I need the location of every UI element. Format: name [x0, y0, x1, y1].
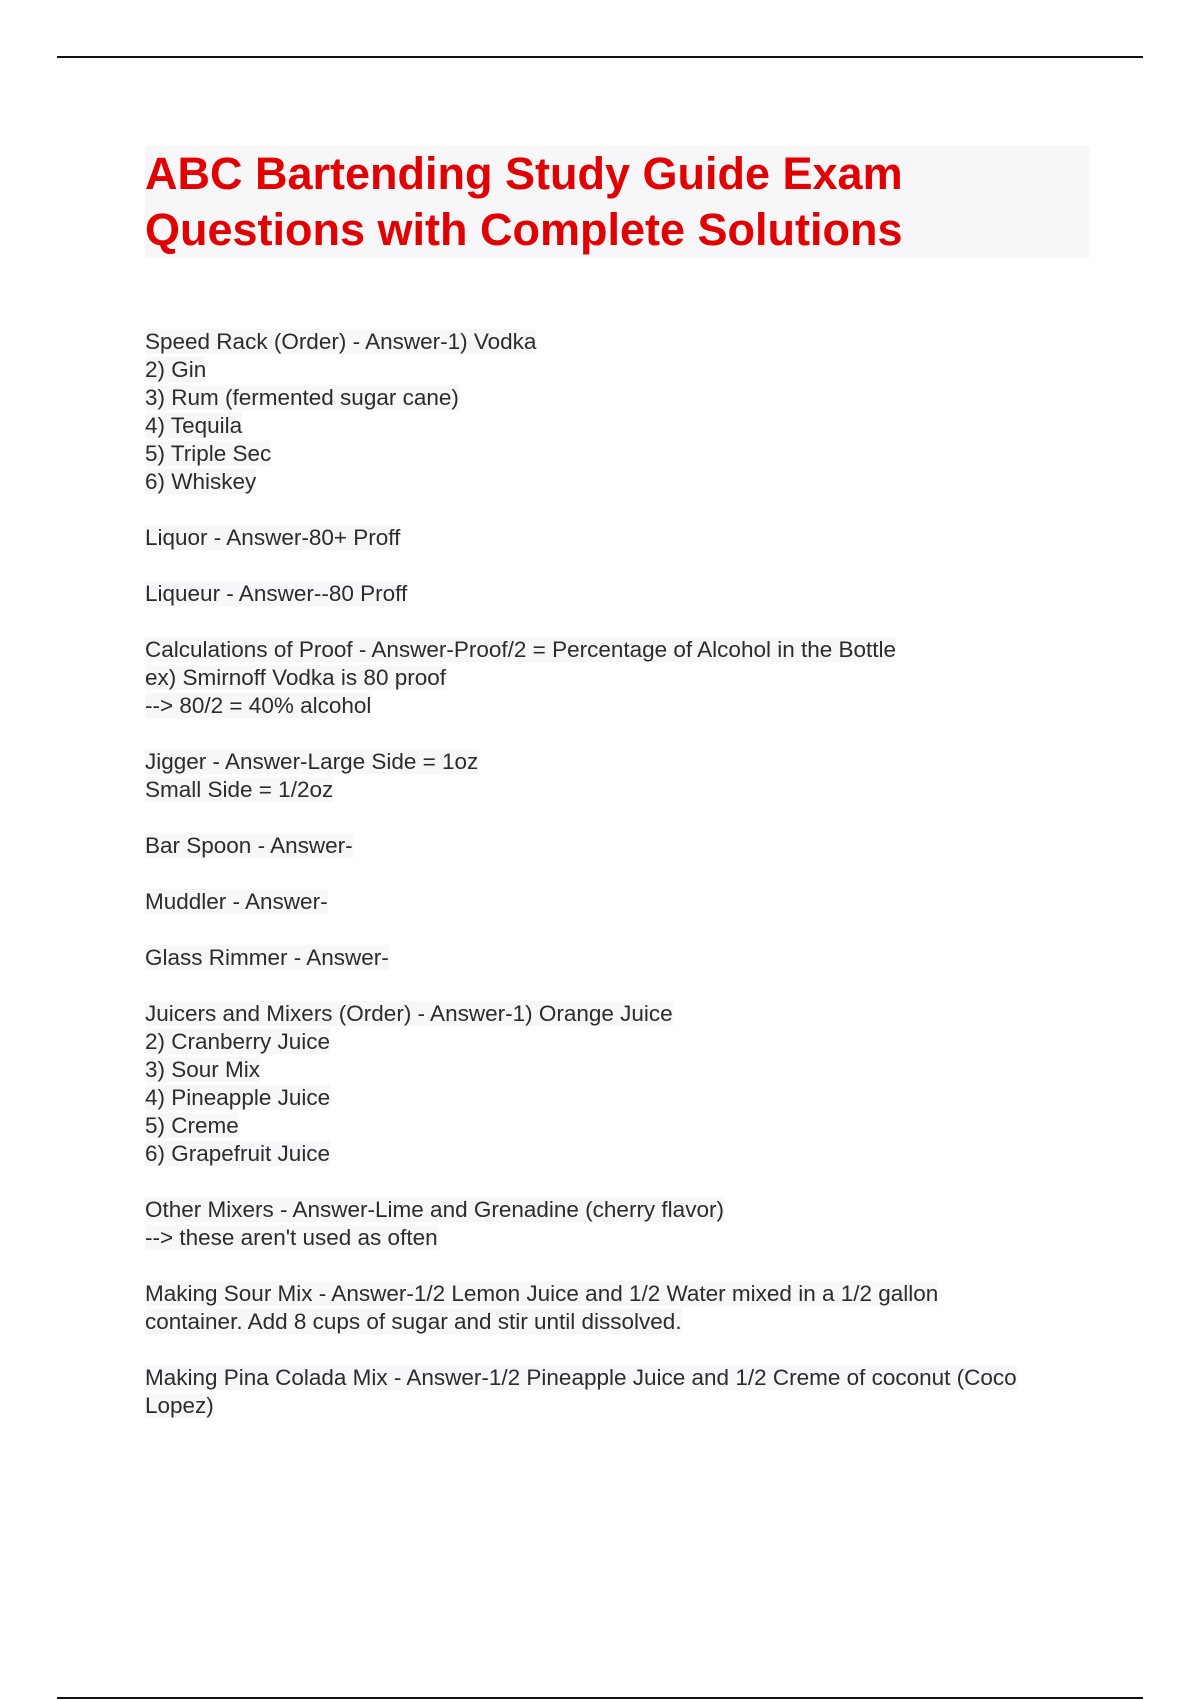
document-title [145, 146, 1089, 258]
qa-question-line [145, 1280, 1095, 1308]
qa-line-text: Bar Spoon - Answer- [145, 833, 353, 858]
qa-entry [145, 1000, 1095, 1168]
title-line-2: Questions with Complete Solutions [145, 204, 903, 255]
qa-line-text: Speed Rack (Order) - Answer-1) Vodka [145, 329, 537, 354]
qa-answer-line [145, 1224, 1095, 1252]
qa-question-line [145, 888, 1095, 916]
qa-answer-line [145, 384, 1095, 412]
qa-line-text: 5) Triple Sec [145, 441, 272, 466]
qa-answer-line [145, 1140, 1095, 1168]
qa-answer-line [145, 468, 1095, 496]
qa-entry [145, 748, 1095, 804]
qa-answer-line [145, 1056, 1095, 1084]
qa-entry [145, 580, 1095, 608]
qa-answer-line [145, 776, 1095, 804]
qa-line-text: --> these aren't used as often [145, 1225, 438, 1250]
qa-line-text: ex) Smirnoff Vodka is 80 proof [145, 665, 446, 690]
qa-list [145, 328, 1095, 1448]
qa-question-line [145, 636, 1095, 664]
qa-answer-line [145, 692, 1095, 720]
qa-entry [145, 328, 1095, 496]
qa-answer-line [145, 412, 1095, 440]
qa-line-text: 5) Creme [145, 1113, 239, 1138]
qa-line-text: Small Side = 1/2oz [145, 777, 334, 802]
qa-answer-line [145, 1028, 1095, 1056]
qa-line-text: Making Sour Mix - Answer-1/2 Lemon Juice and 1/2 Water mixed in a 1/2 gallon [145, 1281, 939, 1306]
qa-line-text: Muddler - Answer- [145, 889, 328, 914]
qa-question-line [145, 748, 1095, 776]
qa-line-text: 2) Cranberry Juice [145, 1029, 331, 1054]
qa-question-line [145, 1196, 1095, 1224]
qa-question-line [145, 832, 1095, 860]
qa-line-text: Liqueur - Answer--80 Proff [145, 581, 408, 606]
qa-line-text: Calculations of Proof - Answer-Proof/2 = Percentage of Alcohol in the Bottle [145, 637, 897, 662]
qa-answer-line [145, 1392, 1095, 1420]
qa-answer-line [145, 1308, 1095, 1336]
qa-entry [145, 832, 1095, 860]
qa-entry [145, 888, 1095, 916]
qa-entry [145, 1280, 1095, 1336]
qa-answer-line [145, 1112, 1095, 1140]
qa-line-text: Liquor - Answer-80+ Proff [145, 525, 401, 550]
qa-line-text: Glass Rimmer - Answer- [145, 945, 389, 970]
title-line-1: ABC Bartending Study Guide Exam [145, 148, 903, 199]
qa-question-line [145, 328, 1095, 356]
qa-line-text: Jigger - Answer-Large Side = 1oz [145, 749, 479, 774]
qa-line-text: Lopez) [145, 1393, 214, 1418]
bottom-rule [57, 1697, 1143, 1699]
qa-entry [145, 944, 1095, 972]
qa-answer-line [145, 356, 1095, 384]
qa-line-text: 6) Whiskey [145, 469, 257, 494]
qa-entry [145, 524, 1095, 552]
qa-question-line [145, 1000, 1095, 1028]
qa-question-line [145, 944, 1095, 972]
qa-line-text: 3) Sour Mix [145, 1057, 261, 1082]
qa-line-text: Other Mixers - Answer-Lime and Grenadine (cherry flavor) [145, 1197, 724, 1222]
qa-line-text: 3) Rum (fermented sugar cane) [145, 385, 459, 410]
qa-question-line [145, 524, 1095, 552]
qa-answer-line [145, 664, 1095, 692]
qa-line-text: --> 80/2 = 40% alcohol [145, 693, 372, 718]
qa-answer-line [145, 1084, 1095, 1112]
qa-entry [145, 1196, 1095, 1252]
qa-question-line [145, 1364, 1095, 1392]
qa-line-text: Making Pina Colada Mix - Answer-1/2 Pineapple Juice and 1/2 Creme of coconut (Coco [145, 1365, 1017, 1390]
qa-line-text: container. Add 8 cups of sugar and stir until dissolved. [145, 1309, 682, 1334]
qa-line-text: 2) Gin [145, 357, 207, 382]
qa-line-text: Juicers and Mixers (Order) - Answer-1) Orange Juice [145, 1001, 673, 1026]
qa-line-text: 6) Grapefruit Juice [145, 1141, 331, 1166]
qa-entry [145, 1364, 1095, 1420]
qa-entry [145, 636, 1095, 720]
top-rule [57, 56, 1143, 58]
qa-line-text: 4) Pineapple Juice [145, 1085, 331, 1110]
qa-line-text: 4) Tequila [145, 413, 243, 438]
qa-question-line [145, 580, 1095, 608]
qa-answer-line [145, 440, 1095, 468]
